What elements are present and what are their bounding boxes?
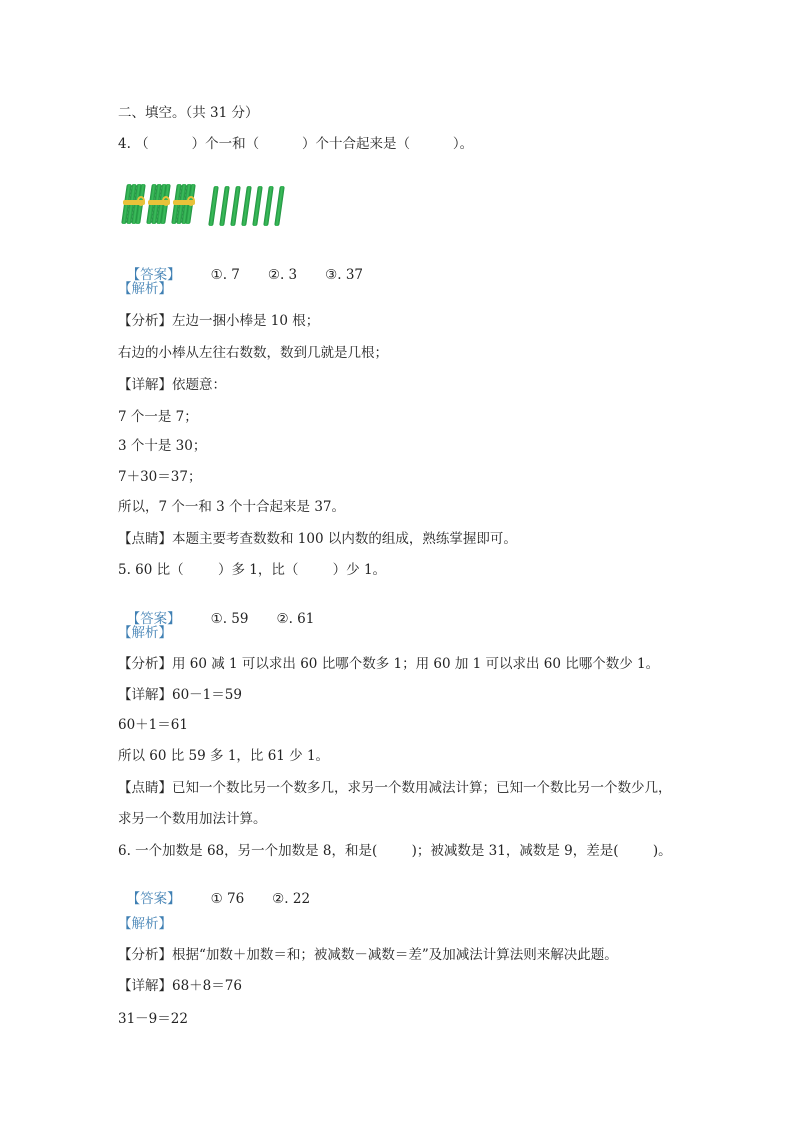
answer-item: ②. 3 xyxy=(267,267,298,283)
analysis-line: 所以，7 个一和 3 个十合起来是 37。 xyxy=(118,499,346,515)
single-stick-icon xyxy=(208,186,219,226)
answer-item: ②. 22 xyxy=(272,891,311,907)
single-stick-icon xyxy=(241,186,252,226)
question-6: 6. 一个加数是 68，另一个加数是 8，和是( )；被减数是 31，减数是 9，差是( )。 xyxy=(118,843,672,859)
analysis-line: 7＋30＝37； xyxy=(118,469,202,485)
answer-item: ① 76 xyxy=(210,891,245,907)
analysis-line: 求另一个数用加法计算。 xyxy=(118,811,267,827)
question-5: 5. 60 比（ ）多 1，比（ ）少 1。 xyxy=(118,562,387,578)
analysis-line: 【详解】依题意： xyxy=(118,377,226,393)
answer-item: ①. 59 xyxy=(210,611,249,627)
stick-bundle-icon xyxy=(147,182,169,226)
single-stick-icon xyxy=(219,186,230,226)
analysis-line: 【分析】根据“加数＋加数＝和；被减数－减数＝差”及加减法计算法则来解决此题。 xyxy=(118,947,618,963)
analysis-line: 60＋1＝61 xyxy=(118,717,188,733)
analysis-label: 【解析】 xyxy=(118,281,172,297)
single-sticks xyxy=(211,186,288,226)
analysis-line: 所以 60 比 59 多 1，比 61 少 1。 xyxy=(118,748,330,764)
answer-label: 【答案】 xyxy=(126,267,181,283)
answer-item: ③. 37 xyxy=(325,267,364,283)
answer-item: ①. 7 xyxy=(210,267,240,283)
analysis-line: 3 个十是 30； xyxy=(118,438,207,454)
stick-bundle-icon xyxy=(172,182,194,226)
analysis-line: 31－9＝22 xyxy=(118,1011,188,1027)
stick-bundle-icon xyxy=(122,182,144,226)
answer-item: ②. 61 xyxy=(276,611,315,627)
analysis-line: 【分析】左边一捆小棒是 10 根； xyxy=(118,313,320,329)
single-stick-icon xyxy=(230,186,241,226)
q4-answer-row xyxy=(118,248,363,284)
section-title: 二、填空。（共 31 分） xyxy=(118,105,259,121)
q6-answer-row xyxy=(118,872,310,908)
analysis-label: 【解析】 xyxy=(118,916,172,932)
single-stick-icon xyxy=(263,186,274,226)
analysis-line: 【详解】68＋8＝76 xyxy=(118,978,242,994)
analysis-line: 【点睛】本题主要考查数数和 100 以内数的组成，熟练掌握即可。 xyxy=(118,531,517,547)
question-4: 4. （ ）个一和（ ）个十合起来是（ ）。 xyxy=(118,136,474,152)
analysis-line: 右边的小棒从左往右数数，数到几就是几根； xyxy=(118,345,388,361)
analysis-line: 【点睛】已知一个数比另一个数多几，求另一个数用减法计算；已知一个数比另一个数少几， xyxy=(118,780,672,796)
answer-label: 【答案】 xyxy=(126,611,181,627)
single-stick-icon xyxy=(274,186,285,226)
q5-answer-row xyxy=(118,592,314,628)
counting-sticks-image xyxy=(122,180,288,226)
analysis-label: 【解析】 xyxy=(118,625,172,641)
analysis-line: 【分析】用 60 减 1 可以求出 60 比哪个数多 1；用 60 加 1 可以求出 60 比哪个数少 1。 xyxy=(118,656,660,672)
analysis-line: 7 个一是 7； xyxy=(118,409,198,425)
single-stick-icon xyxy=(252,186,263,226)
answer-label: 【答案】 xyxy=(126,891,181,907)
analysis-line: 【详解】60－1＝59 xyxy=(118,687,242,703)
